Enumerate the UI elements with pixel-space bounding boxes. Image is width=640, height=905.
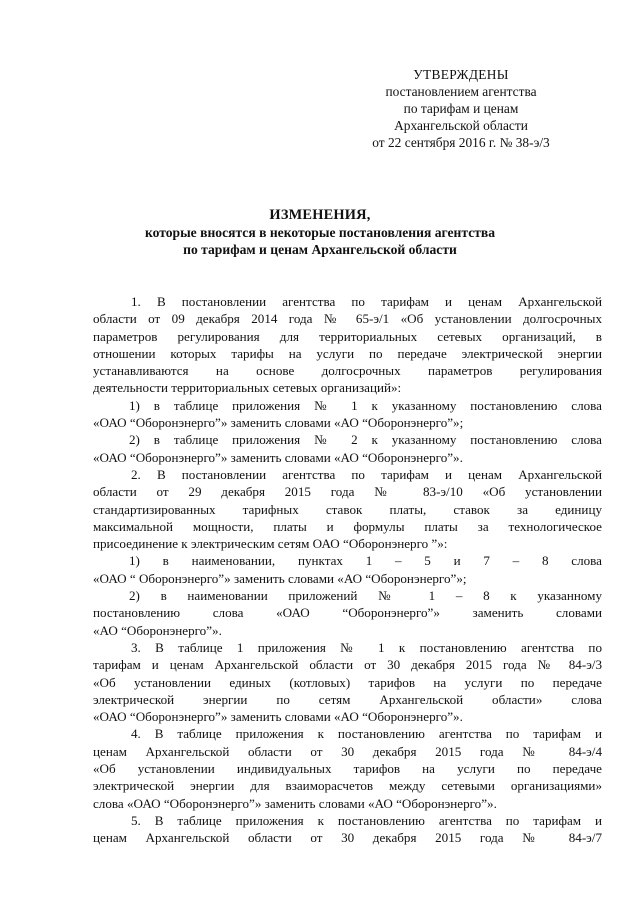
paragraph-line: параметров регулирования для территориальных сетевых организаций, в: [93, 328, 602, 344]
paragraph-line: ценам Архангельской области от 30 декабря 2015 года № 84-э/7: [93, 830, 602, 846]
paragraph-line: электрической энергии для взаиморасчетов между сетевыми организациями»: [93, 778, 602, 794]
document-body: [93, 293, 602, 847]
paragraph-line: «АО “Оборонэнерго”».: [93, 622, 222, 638]
approval-title: УТВЕРЖДЕНЫ: [413, 67, 509, 82]
paragraph-line: 4. В таблице приложения к постановлению агентства по тарифам и: [131, 726, 602, 742]
heading-line: которые вносятся в некоторые постановления агентства: [144, 225, 496, 240]
paragraph-line: 1. В постановлении агентства по тарифам и ценам Архангельской: [131, 294, 602, 309]
document-heading: [60, 207, 580, 258]
paragraph-line: области от 29 декабря 2015 года № 83-э/10 «Об установлении: [93, 484, 602, 500]
paragraph-line: 2) в таблице приложения № 2 к указанному постановлению слова: [129, 432, 602, 448]
approval-block: [345, 66, 577, 151]
paragraph-line: 1) в наименовании, пунктах 1 – 5 и 7 – 8 слова: [129, 553, 602, 569]
paragraph-line: электрической энергии по сетям Архангельской области» слова: [93, 691, 602, 707]
paragraph-line: «Об установлении единых (котловых) тарифов на услуги по передаче: [93, 674, 602, 690]
paragraph-line: деятельности территориальных сетевых организаций»:: [93, 380, 402, 396]
paragraph-line: 1) в таблице приложения № 1 к указанному постановлению слова: [129, 397, 602, 413]
paragraph-line: постановлению слова «ОАО “Оборонэнерго”» заменить словами: [93, 605, 602, 621]
paragraph-line: присоединение к электрическим сетям ОАО “Оборонэнерго ”»:: [93, 536, 448, 552]
heading-line: по тарифам и ценам Архангельской области: [183, 242, 457, 257]
paragraph-line: 2) в наименовании приложений № 1 – 8 к указанному: [129, 588, 602, 604]
paragraph-line: «ОАО “Оборонэнерго”» заменить словами «АО “Оборонэнерго”».: [93, 449, 463, 465]
approval-line: Архангельской области: [394, 118, 528, 133]
paragraph-line: «ОАО “Оборонэнерго”» заменить словами «АО “Оборонэнерго”».: [93, 709, 463, 725]
approval-date-line: от 22 сентября 2016 г. № 38-э/3: [372, 135, 550, 150]
approval-line: постановлением агентства: [385, 84, 537, 99]
paragraph-line: устанавливаются на основе долгосрочных параметров регулирования: [93, 363, 602, 379]
paragraph-line: отношении которых тарифы на услуги по передаче электрической энергии: [93, 345, 602, 361]
paragraph-line: 5. В таблице приложения к постановлению агентства по тарифам и: [131, 812, 602, 828]
paragraph-line: «ОАО “ Оборонэнерго”» заменить словами «АО “Оборонэнерго”»;: [93, 570, 467, 586]
paragraph-line: 3. В таблице 1 приложения № 1 к постановлению агентства по: [131, 639, 602, 655]
approval-line: по тарифам и ценам: [403, 101, 519, 116]
paragraph-line: максимальной мощности, платы и формулы платы за технологическое: [93, 518, 602, 534]
paragraph-line: ценам Архангельской области от 30 декабря 2015 года № 84-э/4: [93, 743, 602, 759]
paragraph-line: слова «ОАО “Оборонэнерго”» заменить словами «АО “Оборонэнерго”».: [93, 795, 497, 811]
paragraph-line: стандартизированных тарифных ставок платы, ставок за единицу: [93, 501, 602, 517]
heading-title: ИЗМЕНЕНИЯ,: [269, 207, 371, 223]
paragraph-line: тарифам и ценам Архангельской области от 30 декабря 2015 года № 84-э/3: [93, 657, 602, 673]
paragraph-line: области от 09 декабря 2014 года № 65-э/1 «Об установлении долгосрочных: [93, 311, 602, 327]
paragraph-line: «Об установлении индивидуальных тарифов на услуги по передаче: [93, 761, 602, 777]
paragraph-line: «ОАО “Оборонэнерго”» заменить словами «АО “Оборонэнерго”»;: [93, 415, 464, 431]
paragraph-line: 2. В постановлении агентства по тарифам и ценам Архангельской: [131, 466, 602, 482]
